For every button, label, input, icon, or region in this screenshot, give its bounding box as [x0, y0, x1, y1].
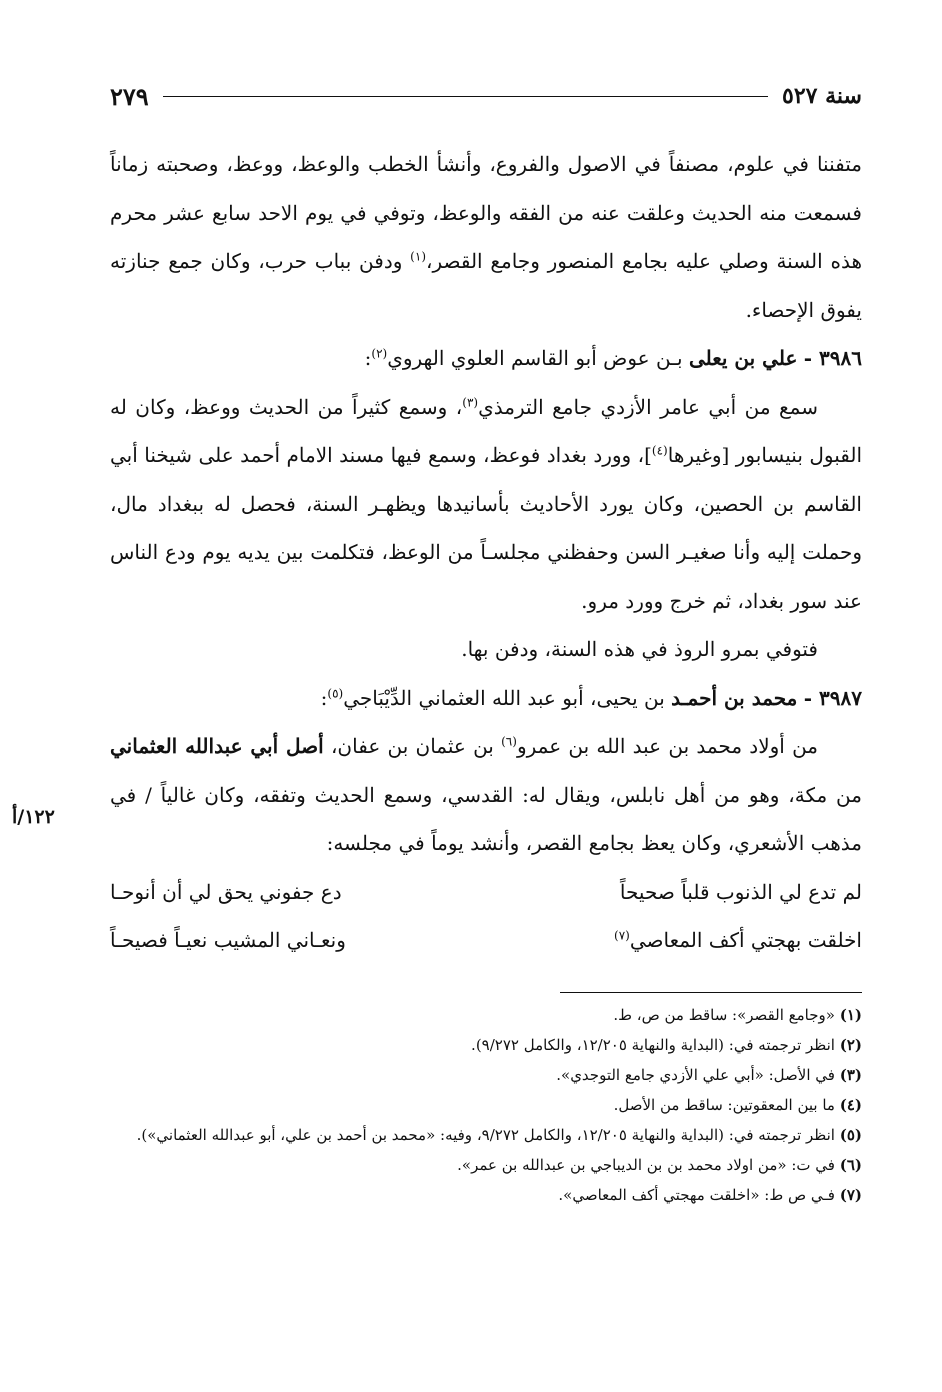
footnote-ref: (٦) — [501, 734, 517, 749]
entry-heading: ٣٩٨٦ - علي بن يعلى بـن عوض أبو القاسم العلوي الهروي$^{(٢)}$: — [364, 346, 862, 370]
paragraph-2: سمع من أبي عامر الأزدي جامع الترمذي$^{(٣)}$، وسمع كثيراً من الحديث ووعظ، وكان له القبول بنيسابور [وغيرها$^{(٤)}$]، وورد بغداد فوعظ، وسمع فيها مسند الامام أحمد على شيخنا أبي القاسم بن الحصين، وكان يورد الأحاديث بأسانيدها ويظهـر السنة، فحصل له ببغداد مال، وحملت إليه وأنا صغيـر السن وحفظني مجلسـاً من الوعظ، فتكلمت بين يديه يوم ودع الناس عند سور بغداد، ثم خرج وورد مرو. — [110, 394, 862, 613]
footnote: (٧) فـي ص ط: «اخلقت مهجتي أكف المعاصي». — [558, 1186, 862, 1204]
paragraph-1: متفننا في علوم، مصنفاً في الاصول والفروع، وأنشأ الخطب والوعظ، ووعظ، وصحبته زماناً فسمعت منه الحديث وعلقت عنه من الفقه والوعظ، وتوفي في يوم الاحد سابع عشر محرم هذه السنة وصلي عليه بجامع المنصور وجامع القصر،$^{(١)}$ ودفن بباب حرب، وكان جمع جنازته يفوق الإحصاء. — [110, 152, 863, 322]
main-text — [110, 140, 862, 965]
footnote-ref: (٤) — [651, 443, 668, 458]
entry-name: علي بن يعلى — [688, 346, 798, 370]
footnote-divider — [560, 992, 862, 993]
header-year: سنة ٥٢٧ — [782, 83, 862, 109]
poem-hemistich: ونعـاني المشيب نعيـاً فصيحـاً — [110, 928, 346, 952]
margin-folio-note: ١٢٢/أ — [12, 806, 55, 828]
poem-hemistich: دع جفوني يحق لي أن أنوحـا — [110, 879, 342, 904]
footnote-ref: (٥) — [327, 685, 344, 700]
header-rule — [163, 96, 768, 97]
footnotes — [110, 1000, 862, 1210]
footnote-ref: (١) — [410, 249, 426, 264]
poem-hemistich: اخلقت بهجتي أكف المعاصي$^{(٧)}$ — [614, 928, 862, 952]
footnote: (٦) في ت: «من اولاد محمد بن بن الديباجي بن عبدالله بن عمر». — [457, 1156, 862, 1174]
entry-number: ٣٩٨٦ - — [803, 346, 862, 370]
paragraph-4: من أولاد محمد بن عبد الله بن عمرو$^{(٦)}$ بن عثمان بن عفان، أصل أبي عبدالله العثماني من مكة، وهو من أهل نابلس، ويقال له: القدسي، وسمع الحديث وتفقه، وكان غالياً / في مذهب الأشعري، وكان يعظ بجامع القصر، وأنشد يوماً في مجلسه: — [110, 734, 862, 855]
footnote-ref: (٢) — [371, 346, 388, 361]
footnote-ref: (٧) — [614, 928, 630, 943]
footnote: (٤) ما بين المعقوتين: ساقط من الأصل. — [613, 1096, 862, 1114]
bold-phrase: أصل أبي عبدالله العثماني — [110, 734, 324, 758]
paragraph-3: فتوفي بمرو الروذ في هذه السنة، ودفن بها. — [461, 637, 818, 661]
footnote: (١) «وجامع القصر»: ساقط من ص، ط. — [613, 1006, 862, 1024]
poem-line — [110, 868, 862, 917]
poem-hemistich: لم تدع لي الذنوب قلباً صحيحاً — [619, 879, 862, 904]
entry-heading: ٣٩٨٧ - محمد بن أحمـد بن يحيى، أبو عبد الله العثماني الدِّيْبَاجي$^{(٥)}$: — [320, 685, 862, 710]
entry-number: ٣٩٨٧ - — [803, 685, 862, 710]
entry-name: محمد بن أحمـد — [671, 685, 798, 710]
footnote-ref: (٣) — [462, 394, 479, 409]
poem-line — [110, 916, 862, 965]
page-header — [110, 78, 862, 114]
footnote: (٢) انظر ترجمته في: (البداية والنهاية ١٢/٢٠٥، والكامل ٩/٢٧٢). — [471, 1036, 862, 1054]
footnote: (٣) في الأصل: «أبي علي الأزدي جامع التوجدي». — [556, 1066, 862, 1084]
page-number: ٢٧٩ — [110, 81, 149, 111]
poem — [110, 868, 862, 965]
footnote: (٥) انظر ترجمته في: (البداية والنهاية ١٢/٢٠٥، والكامل ٩/٢٧٢، وفيه: «محمد بن أحمد بن علي، أبو عبدالله العثماني»). — [136, 1126, 862, 1144]
